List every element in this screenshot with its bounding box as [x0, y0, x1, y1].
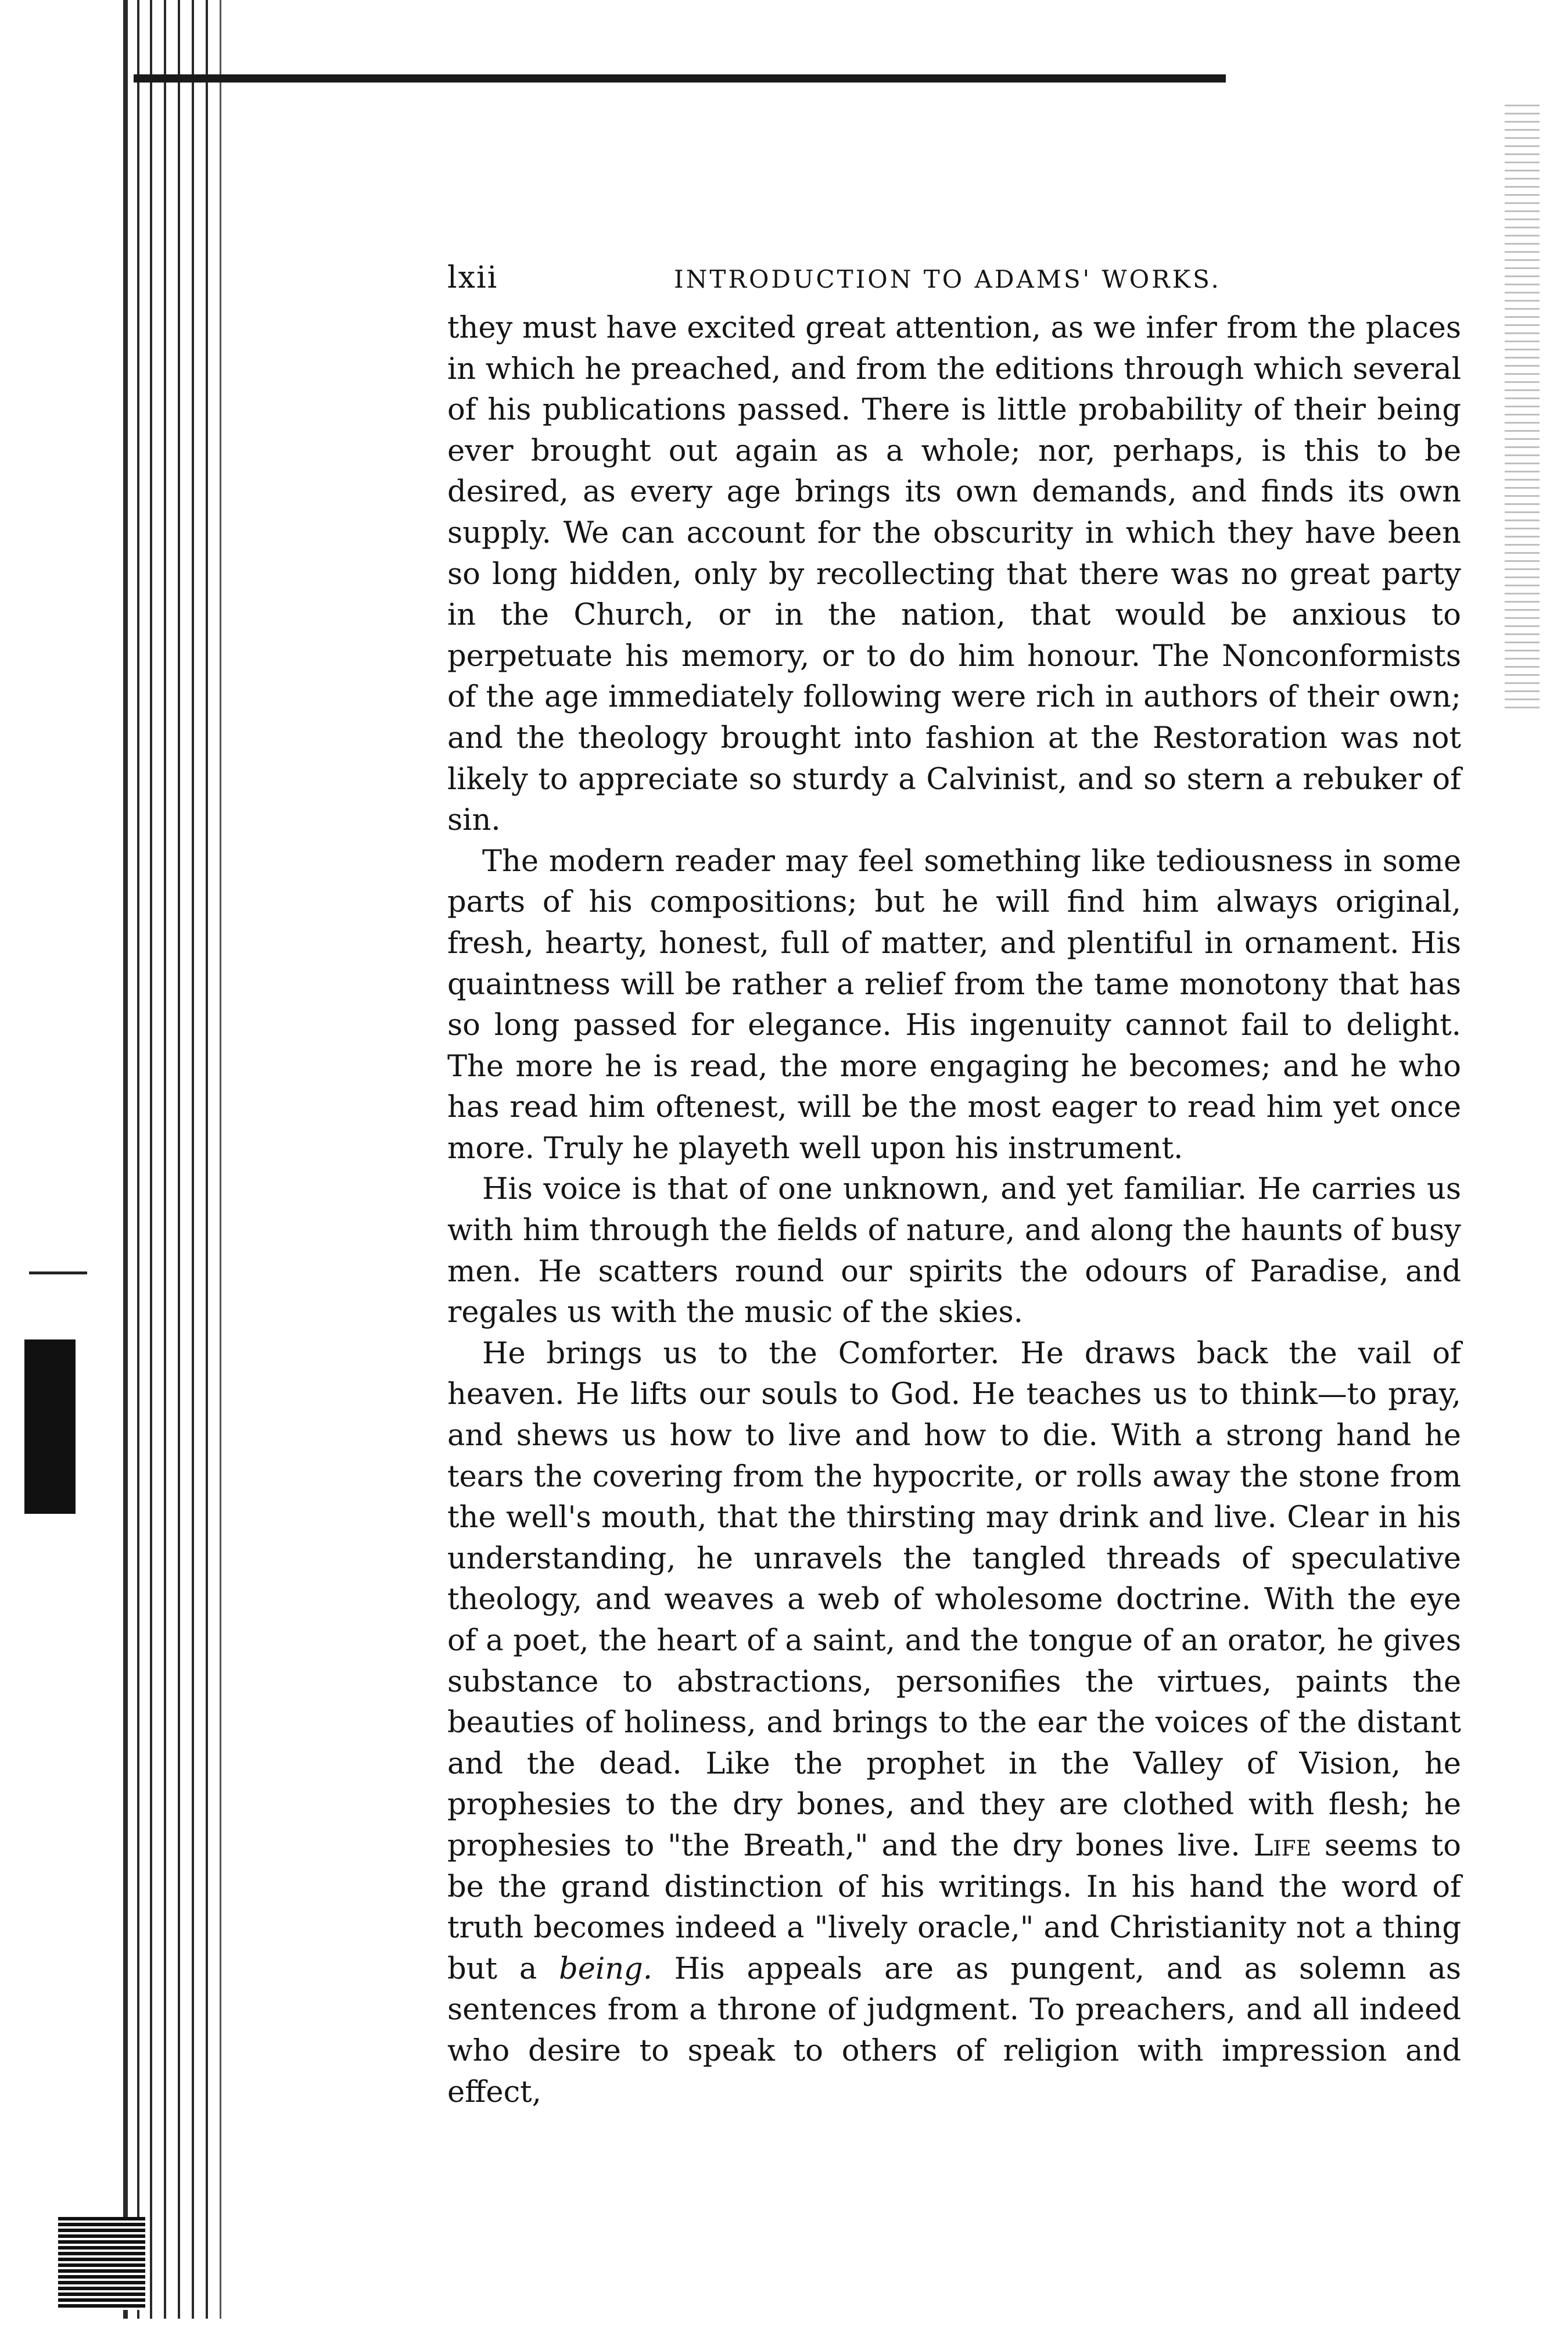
- being-word: being.: [559, 1951, 652, 1986]
- paragraph-text: His appeals are as pungent, and as solemn as sentences from a throne of judgment. To preachers, and all indeed who desire to speak to others of religion with impression and effect,: [447, 1951, 1461, 2109]
- running-head: [447, 256, 1461, 308]
- paragraph-text: He brings us to the Comforter. He draws back the vail of heaven. He lifts our souls to God. He teaches us to think—to pray, and shews us how to live and how to die. With a strong hand he tears the covering from the hypocrite, or rolls away the stone from the well's mouth, that the thirsting may drink and live. Clear in his understanding, he unravels the tangled threads of speculative theology, and weaves a web of wholesome doctrine. With the eye of a poet, the heart of a saint, and the tongue of an orator, he gives substance to abstractions, personifies the virtues, paints the beauties of holiness, and brings to the ear the voices of the distant and the dead. Like the prophet in the Valley of Vision, he prophesies to the dry bones, and they are clothed with flesh; he prophesies to "the Breath," and the dry bones live.: [447, 1336, 1461, 1863]
- top-page-edge: [134, 74, 1226, 83]
- binding-line: [192, 0, 194, 2319]
- page-text-column: [447, 256, 1461, 2113]
- binding-line: [220, 0, 221, 2319]
- binding-line: [123, 0, 128, 2319]
- binding-line: [206, 0, 208, 2319]
- paragraph-text: seems to be the grand distinction of his writings. In his hand the word of truth becomes indeed a "lively oracle," and Christianity not a thing but a: [447, 1828, 1462, 1986]
- book-binding-edge: [0, 0, 250, 2339]
- right-page-edge: [1505, 105, 1540, 715]
- page-number: lxii: [447, 260, 498, 295]
- binding-line: [164, 0, 166, 2319]
- paragraph: they must have excited great attention, as we infer from the places in which he preached, and from the editions through which several of his publications passed. There is little probability of their being ever brought out again as a whole; nor, perhaps, is this to be desired, as every age brings its own demands, and finds its own supply. We can account for the obscurity in which they have been so long hidden, only by recollecting that there was no great party in the Church, or in the nation, that would be anxious to perpetuate his memory, or to do him honour. The Nonconformists of the age immediately following were rich in authors of their own; and the theology brought into fashion at the Restoration was not likely to appreciate so sturdy a Calvinist, and so stern a rebuker of sin.: [447, 311, 1461, 838]
- binding-line: [150, 0, 152, 2319]
- running-title: INTRODUCTION TO ADAMS' WORKS.: [674, 265, 1221, 293]
- body-text: [447, 308, 1461, 2113]
- scan-mark: [58, 2217, 145, 2310]
- paragraph: [447, 1334, 1461, 2113]
- scan-mark: [29, 1271, 87, 1274]
- paragraph: His voice is that of one unknown, and yet familiar. He carries us with him through the fields of nature, and along the haunts of busy men. He scatters round our spirits the odours of Paradise, and regales us with the music of the skies.: [447, 1172, 1461, 1330]
- scan-mark: [24, 1339, 76, 1514]
- paragraph: The modern reader may feel something like tediousness in some parts of his compositions; but he will find him always original, fresh, hearty, honest, full of matter, and plentiful in ornament. His quaintness will be rather a relief from the tame monotony that has so long passed for elegance. His ingenuity cannot fail to delight. The more he is read, the more engaging he becomes; and he who has read him oftenest, will be the most eager to read him yet once more. Truly he playeth well upon his instrument.: [447, 844, 1461, 1166]
- life-word: Life: [1253, 1828, 1311, 1863]
- binding-line: [178, 0, 180, 2319]
- binding-line: [137, 0, 139, 2319]
